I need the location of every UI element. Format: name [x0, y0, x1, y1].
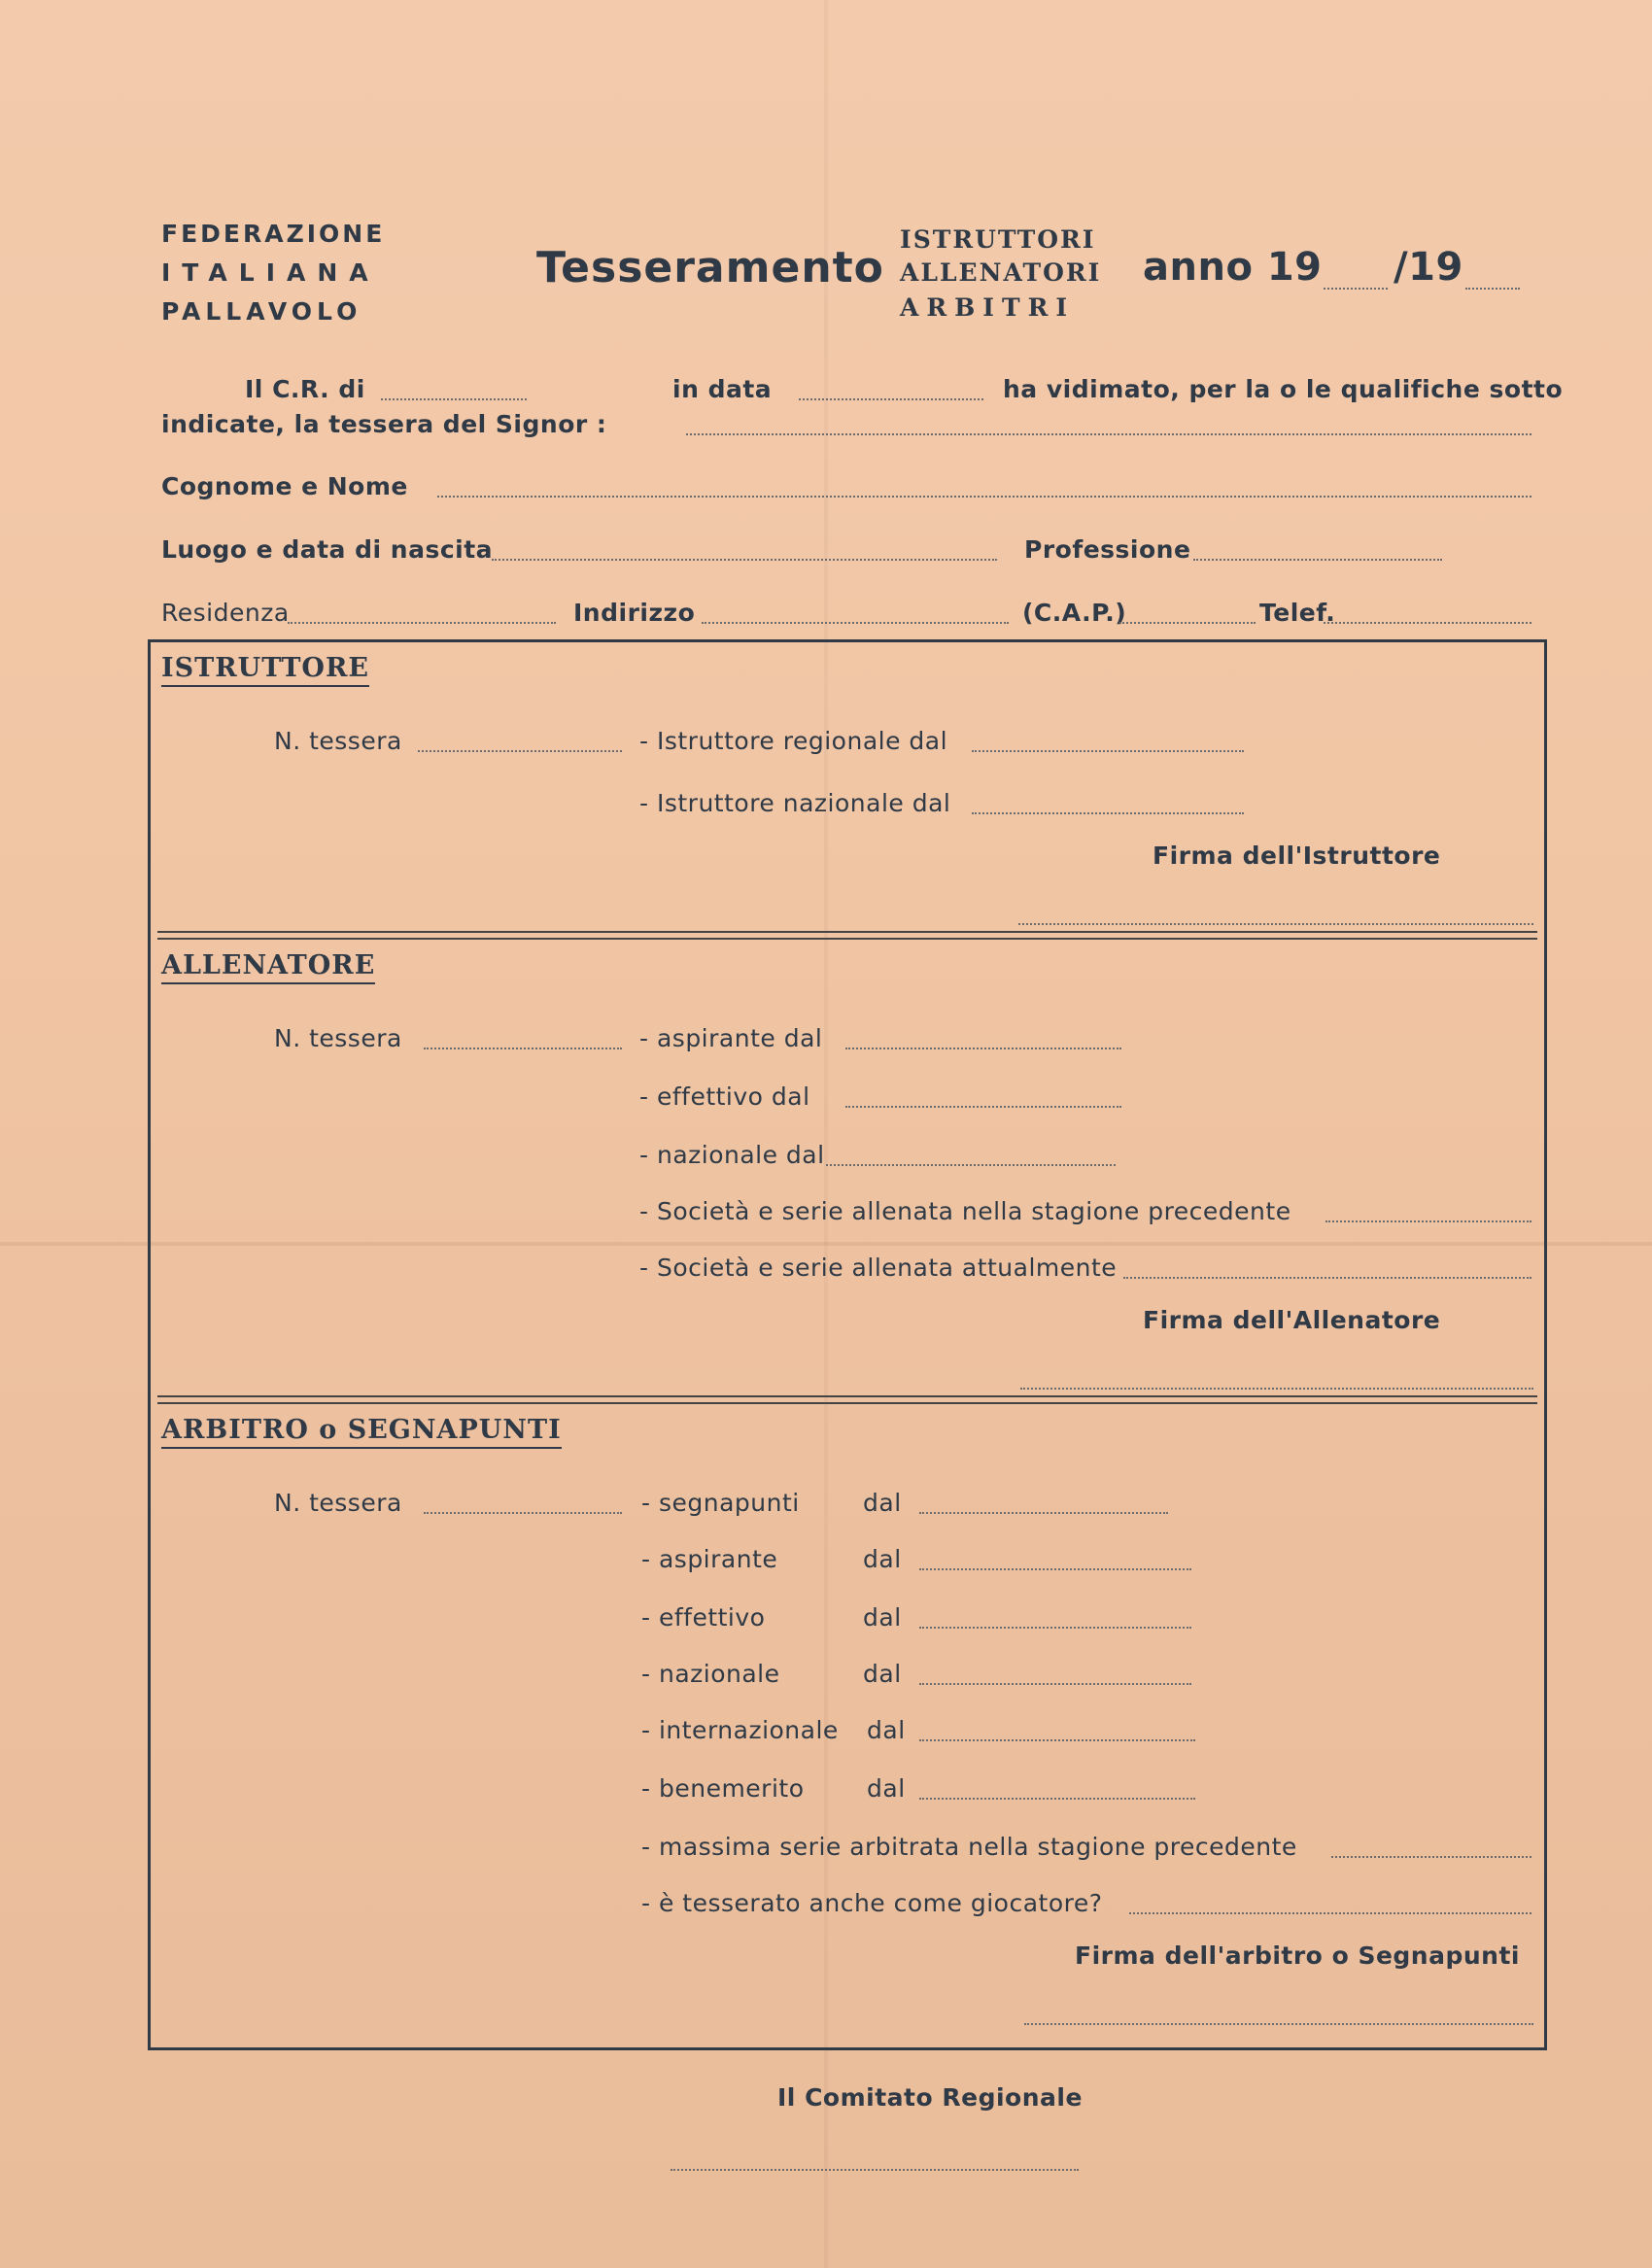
indirizzo-field[interactable]	[702, 622, 1009, 624]
arbitro-firma-field[interactable]	[1024, 2023, 1533, 2025]
allenatore-nazionale-label: - nazionale dal	[639, 1141, 825, 1169]
indirizzo-label: Indirizzo	[573, 599, 696, 627]
arbitro-effettivo-field[interactable]	[919, 1627, 1191, 1629]
federation-line-1: FEDERAZIONE	[161, 220, 386, 248]
cognome-label: Cognome e Nome	[161, 472, 408, 500]
arbitro-row-dal: dal	[863, 1660, 902, 1688]
in-data-label: in data	[672, 375, 773, 403]
luogo-field[interactable]	[492, 559, 997, 561]
arbitro-tessera-field[interactable]	[424, 1512, 622, 1514]
allenatore-tessera-label: N. tessera	[274, 1024, 402, 1052]
istruttore-nazionale-field[interactable]	[972, 812, 1244, 814]
luogo-label: Luogo e data di nascita	[161, 535, 494, 564]
qualification-line-1: ISTRUTTORI	[900, 225, 1096, 254]
cr-field[interactable]	[381, 398, 527, 400]
comitato-signature-field[interactable]	[671, 2169, 1079, 2171]
arbitro-row-label: - segnapunti	[641, 1489, 800, 1517]
anno-start-field[interactable]	[1324, 288, 1388, 290]
qualification-line-2: ALLENATORI	[900, 258, 1102, 287]
allenatore-firma-field[interactable]	[1020, 1388, 1533, 1390]
arbitro-segnapunti-field[interactable]	[919, 1512, 1168, 1514]
arbitro-row-label: - aspirante	[641, 1545, 778, 1573]
allenatore-societa-prec-label: - Società e serie allenata nella stagione precedente	[639, 1197, 1291, 1225]
istruttore-nazionale-label: - Istruttore nazionale dal	[639, 789, 951, 817]
arbitro-internazionale-field[interactable]	[919, 1739, 1195, 1741]
professione-field[interactable]	[1193, 559, 1442, 561]
arbitro-row-label: - nazionale	[641, 1660, 780, 1688]
federation-line-3: PALLAVOLO	[161, 297, 362, 326]
arbitro-row-label: - effettivo	[641, 1603, 766, 1632]
arbitro-row-dal: dal	[863, 1603, 902, 1632]
arbitro-row-dal: dal	[863, 1489, 902, 1517]
bleed-through-mark	[68, 1496, 136, 1526]
qualification-line-3: ARBITRI	[900, 293, 1076, 322]
arbitro-row-dal: dal	[867, 1774, 906, 1803]
istruttore-tessera-field[interactable]	[418, 750, 622, 752]
istruttore-regionale-label: - Istruttore regionale dal	[639, 727, 948, 755]
arbitro-aspirante-field[interactable]	[919, 1568, 1191, 1570]
professione-label: Professione	[1024, 535, 1191, 564]
cap-field[interactable]	[1119, 622, 1256, 624]
arbitro-massima-label: - massima serie arbitrata nella stagione precedente	[641, 1833, 1297, 1861]
section-separator	[157, 1395, 1537, 1404]
allenatore-aspirante-field[interactable]	[845, 1048, 1121, 1049]
cognome-field[interactable]	[437, 496, 1532, 498]
telef-field[interactable]	[1324, 622, 1532, 624]
indicate-text: indicate, la tessera del Signor :	[161, 410, 607, 438]
in-data-field[interactable]	[799, 398, 983, 400]
anno-label: anno 19	[1143, 245, 1323, 290]
arbitro-nazionale-field[interactable]	[919, 1683, 1191, 1685]
istruttore-title: ISTRUTTORE	[161, 653, 369, 687]
allenatore-firma-label: Firma dell'Allenatore	[1143, 1306, 1441, 1334]
arbitro-massima-field[interactable]	[1331, 1856, 1532, 1858]
section-separator	[157, 931, 1537, 940]
istruttore-tessera-label: N. tessera	[274, 727, 402, 755]
arbitro-giocatore-field[interactable]	[1129, 1912, 1532, 1914]
federation-line-2: ITALIANA	[161, 258, 380, 287]
allenatore-effettivo-label: - effettivo dal	[639, 1082, 810, 1111]
arbitro-row-dal: dal	[863, 1545, 902, 1573]
allenatore-tessera-field[interactable]	[424, 1048, 622, 1049]
arbitro-benemerito-field[interactable]	[919, 1798, 1195, 1800]
arbitro-row-label: - benemerito	[641, 1774, 805, 1803]
residenza-label: Residenza	[161, 599, 290, 627]
allenatore-effettivo-field[interactable]	[845, 1106, 1121, 1108]
arbitro-title: ARBITRO o SEGNAPUNTI	[161, 1415, 562, 1449]
vidimato-text: ha vidimato, per la o le qualifiche sotto	[1003, 375, 1564, 403]
residenza-field[interactable]	[288, 622, 556, 624]
comitato-label: Il Comitato Regionale	[777, 2083, 1083, 2112]
page-title: Tesseramento	[536, 243, 884, 292]
arbitro-row-dal: dal	[867, 1716, 906, 1744]
anno-slash: /19	[1394, 245, 1463, 290]
arbitro-row-label: - internazionale	[641, 1716, 839, 1744]
allenatore-societa-att-label: - Società e serie allenata attualmente	[639, 1254, 1118, 1282]
arbitro-giocatore-label: - è tesserato anche come giocatore?	[641, 1889, 1103, 1917]
cr-label: Il C.R. di	[245, 375, 365, 403]
allenatore-aspirante-label: - aspirante dal	[639, 1024, 823, 1052]
anno-end-field[interactable]	[1465, 288, 1520, 290]
istruttore-regionale-field[interactable]	[972, 750, 1244, 752]
allenatore-societa-prec-field[interactable]	[1325, 1220, 1532, 1222]
cap-label: (C.A.P.)	[1022, 599, 1127, 627]
telef-label: Telef.	[1259, 599, 1336, 627]
allenatore-societa-att-field[interactable]	[1123, 1277, 1532, 1279]
istruttore-firma-field[interactable]	[1018, 923, 1533, 925]
signor-field[interactable]	[686, 433, 1532, 435]
istruttore-firma-label: Firma dell'Istruttore	[1153, 842, 1441, 870]
arbitro-firma-label: Firma dell'arbitro o Segnapunti	[1075, 1942, 1520, 1970]
allenatore-title: ALLENATORE	[161, 950, 375, 984]
allenatore-nazionale-field[interactable]	[826, 1164, 1116, 1166]
arbitro-tessera-label: N. tessera	[274, 1489, 402, 1517]
